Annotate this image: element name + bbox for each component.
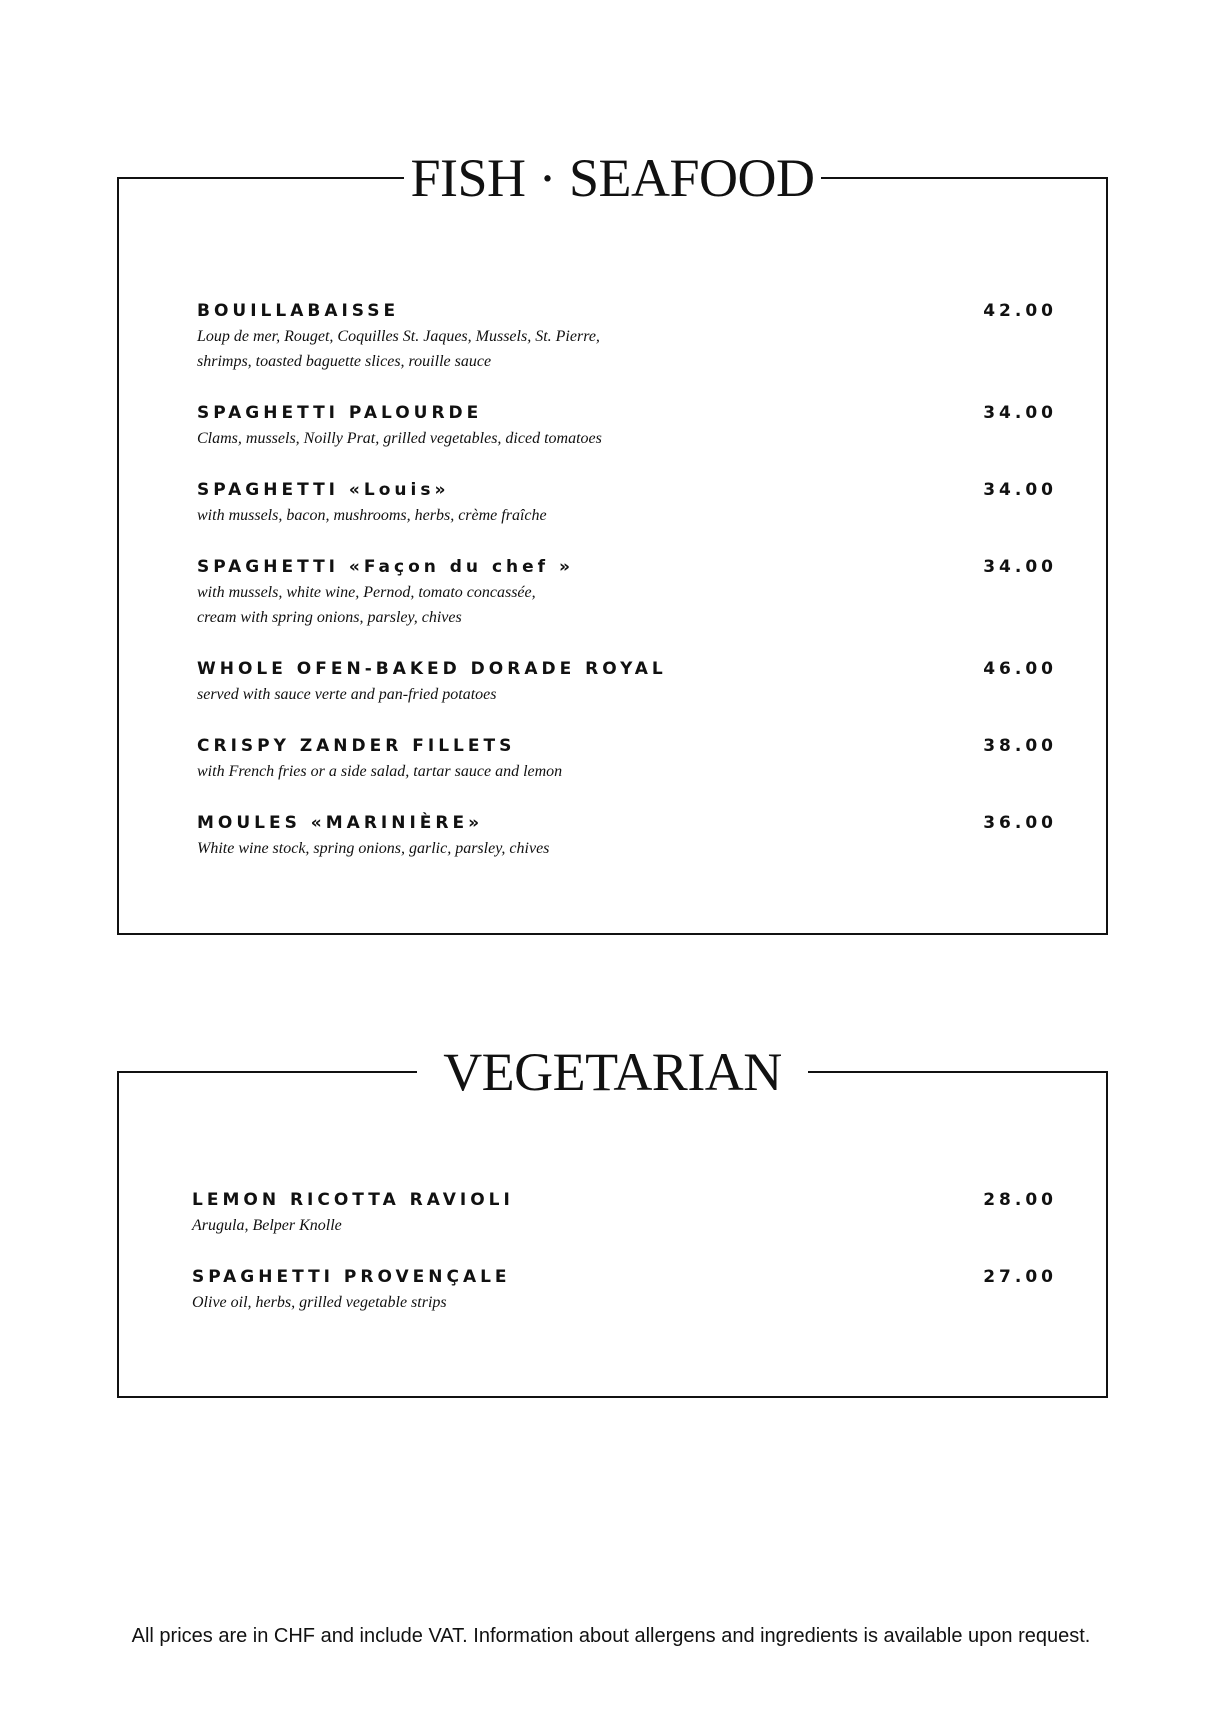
item-description: White wine stock, spring onions, garlic, parsley, chives	[197, 840, 550, 857]
section-title-fish-seafood: FISH · SEAFOOD	[404, 143, 820, 213]
section-title-vegetarian: VEGETARIAN	[417, 1037, 808, 1107]
fish-seafood-section	[117, 148, 1108, 935]
item-name: BOUILLABAISSE	[197, 301, 400, 321]
item-description: Arugula, Belper Knolle	[192, 1217, 342, 1234]
menu-item	[197, 299, 1057, 374]
vegetarian-section	[117, 1042, 1108, 1398]
item-price: 46.00	[983, 659, 1057, 679]
menu-item	[197, 811, 1057, 861]
menu-item	[197, 555, 1057, 630]
item-description: with mussels, bacon, mushrooms, herbs, crème fraîche	[197, 507, 547, 524]
menu-item	[197, 478, 1057, 528]
item-price: 36.00	[983, 813, 1057, 833]
item-description: served with sauce verte and pan-fried potatoes	[197, 686, 497, 703]
item-price: 34.00	[983, 557, 1057, 577]
menu-item	[197, 401, 1057, 451]
menu-item	[197, 657, 1057, 707]
item-price: 38.00	[983, 736, 1057, 756]
item-price: 28.00	[983, 1190, 1057, 1210]
item-name: CRISPY ZANDER FILLETS	[197, 736, 516, 756]
item-name: MOULES «MARINIÈRE»	[197, 813, 484, 833]
menu-item	[197, 734, 1057, 784]
item-description: Clams, mussels, Noilly Prat, grilled vegetables, diced tomatoes	[197, 430, 602, 447]
item-description: Loup de mer, Rouget, Coquilles St. Jaques, Mussels, St. Pierre, shrimps, toasted baguette slices, rouille sauce	[197, 328, 600, 370]
item-description: with French fries or a side salad, tartar sauce and lemon	[197, 763, 563, 780]
menu-item	[192, 1188, 1057, 1238]
item-price: 34.00	[983, 403, 1057, 423]
menu-item-list	[192, 1188, 1057, 1342]
item-name: SPAGHETTI «Louis»	[197, 480, 450, 500]
item-price: 42.00	[983, 301, 1057, 321]
item-description: Olive oil, herbs, grilled vegetable strips	[192, 1294, 447, 1311]
item-price: 34.00	[983, 480, 1057, 500]
item-description: with mussels, white wine, Pernod, tomato concassée, cream with spring onions, parsley, chives	[197, 584, 536, 626]
footer-note: All prices are in CHF and include VAT. Information about allergens and ingredients is available upon request.	[131, 1625, 1091, 1647]
item-name: SPAGHETTI PROVENÇALE	[192, 1267, 511, 1287]
item-name: WHOLE OFEN-BAKED DORADE ROYAL	[197, 659, 667, 679]
item-name: SPAGHETTI «Façon du chef »	[197, 557, 574, 577]
item-name: LEMON RICOTTA RAVIOLI	[192, 1190, 514, 1210]
menu-item	[192, 1265, 1057, 1315]
item-price: 27.00	[983, 1267, 1057, 1287]
item-name: SPAGHETTI PALOURDE	[197, 403, 483, 423]
menu-item-list	[197, 299, 1057, 888]
